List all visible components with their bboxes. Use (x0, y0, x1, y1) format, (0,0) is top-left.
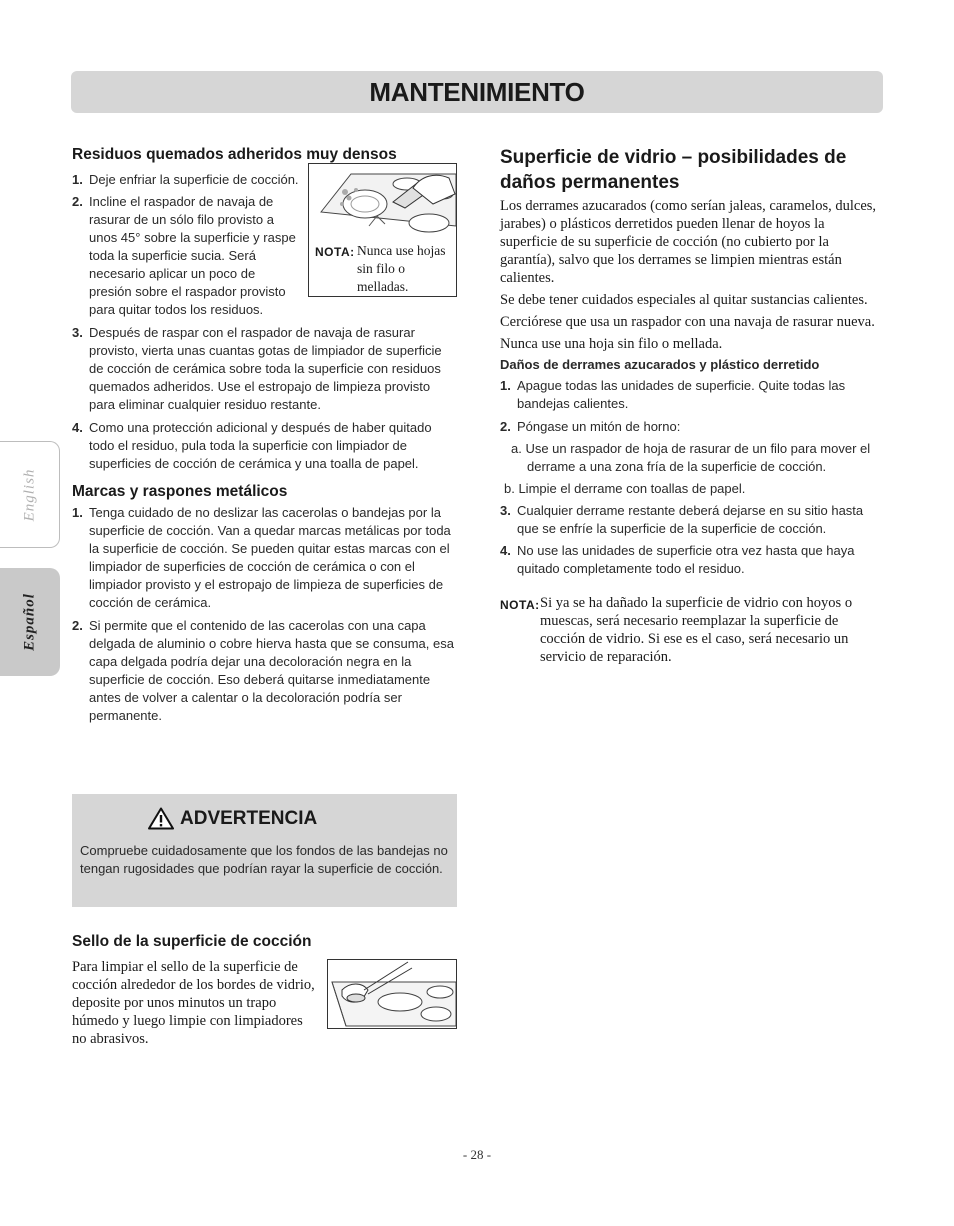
metal-steps (72, 504, 457, 725)
warning-title: ADVERTENCIA (180, 807, 318, 829)
tab-espanol-label: Español (21, 593, 38, 651)
step-number: 4. (500, 543, 511, 558)
sugar-spill-steps (500, 377, 885, 436)
tab-espanol[interactable] (0, 568, 60, 676)
metal-marks-heading: Marcas y raspones metálicos (72, 483, 288, 500)
glass-paragraph: Se debe tener cuidados especiales al quitar sustancias calientes. (500, 292, 868, 308)
sub-step-a: a. Use un raspador de hoja de rasurar de un filo para mover el derrame a una zona fría de la superficie de cocción. (511, 441, 871, 474)
note-label: NOTA: (500, 598, 540, 612)
list-item (72, 419, 457, 473)
seal-section (72, 932, 457, 1048)
glass-heading: Superficie de vidrio – posibilidades de daños permanentes (500, 147, 847, 193)
section-banner (71, 71, 883, 113)
burned-steps (72, 171, 457, 473)
glass-paragraph: Cerciórese que usa un raspador con una navaja de rasurar nueva. (500, 314, 875, 330)
list-item (500, 542, 885, 578)
step-text: Póngase un mitón de horno: (517, 419, 681, 434)
list-item (500, 377, 885, 413)
warning-text: Compruebe cuidadosamente que los fondos de las bandejas no tengan rugosidades que podrían rayar la superficie de cocción. (80, 843, 448, 876)
seal-text: Para limpiar el sello de la superficie de cocción alrededor de los bordes de vidrio, deposite por unos minutos un trapo húmedo y luego limpie con limpiadores no abrasivos. (72, 959, 315, 1047)
glass-note (500, 594, 885, 666)
list-item (72, 193, 457, 319)
list-item (72, 617, 457, 725)
sugar-spill-steps-cont (500, 502, 885, 578)
list-item (500, 502, 885, 538)
step-text: Después de raspar con el raspador de navaja de rasurar provisto, vierta unas cuantas gotas de limpiador de superficie de cocción de cerámica sobre toda la superficie con residuos quemados adheridos. Use el estropajo de limpieza provisto para eliminar cualquier residuo restante. (89, 325, 442, 412)
step-text: Como una protección adicional y después de haber quitado todo el residuo, pula toda la superficie con limpiador de superficies de cocción de cerámica y una toalla de papel. (89, 420, 432, 471)
burned-residue-heading: Residuos quemados adheridos muy densos (72, 146, 397, 163)
step-number: 1. (72, 172, 83, 187)
step-number: 3. (72, 325, 83, 340)
page-number: - 28 - (462, 1147, 492, 1162)
step-text: Apague todas las unidades de superficie. Quite todas las bandejas calientes. (517, 378, 846, 411)
step-number: 1. (72, 505, 83, 520)
glass-paragraph: Nunca use una hoja sin filo o mellada. (500, 336, 723, 352)
step-number: 2. (72, 194, 83, 209)
list-item (500, 418, 885, 436)
warning-box (72, 794, 457, 907)
left-column (72, 145, 457, 725)
step-text: Cualquier derrame restante deberá dejarse en su sitio hasta que se enfríe la superficie de la superficie de cocción. (517, 503, 864, 536)
warning-triangle-icon (148, 807, 174, 830)
note-text: Si ya se ha dañado la superficie de vidrio con hoyos o muescas, será necesario reemplazar la superficie de cocción de vidrio. Si ese es el caso, será necesario un servicio de reparación. (540, 595, 853, 665)
step-number: 3. (500, 503, 511, 518)
tab-english-label: English (21, 468, 37, 521)
list-item (72, 504, 457, 612)
sub-step-b: b. Limpie el derrame con toallas de papel. (504, 481, 746, 496)
step-text: Tenga cuidado de no deslizar las cacerolas o bandejas por la superficie de cocción. Van a quedar marcas metálicas por toda la superficie de cocción. Se pueden quitar estas marcas con el limpiador de superficies de cocción de cerámica o con el limpiador provisto y el estropajo de limpieza de superficies de cocción de cerámica. (89, 505, 451, 610)
step-number: 2. (72, 618, 83, 633)
wiping-hand-drawing (328, 960, 456, 1028)
list-item (72, 171, 457, 189)
step-text: Incline el raspador de navaja de rasurar de un sólo filo provisto a unos 45° sobre la superficie y raspe toda la superficie sucia. Será necesario aplicar un poco de presión sobre el raspador provisto para quitar todos los residuos. (89, 194, 296, 317)
seal-heading: Sello de la superficie de cocción (72, 933, 312, 950)
sugar-spill-subheading: Daños de derrames azucarados y plástico derretido (500, 357, 820, 372)
tab-english[interactable] (0, 441, 60, 548)
list-item (72, 324, 457, 414)
note-text: Nunca use hojas sin filo o melladas. (357, 243, 446, 294)
step-number: 4. (72, 420, 83, 435)
step-number: 1. (500, 378, 511, 393)
glass-paragraph: Los derrames azucarados (como serían jaleas, caramelos, dulces, jarabes) o plásticos derretidos pueden llenar de hoyos la superficie de su superficie de cocción (no cubierto por la garantía), salvo que los derrames se limpien mientras están calientes. (500, 198, 877, 286)
step-text: Si permite que el contenido de las cacerolas con una capa delgada de aluminio o cobre hierva hasta que se consuma, esa capa delgada podría dejar una decoloración negra en la superficie de cocción. Eso deberá quitarse inmediatamente antes de volver a calentar o la decoloración podría ser permanente. (89, 618, 454, 723)
warning-header (80, 807, 449, 830)
right-column (500, 145, 885, 666)
note-label: NOTA: (315, 245, 355, 259)
step-text: Deje enfriar la superficie de cocción. (89, 172, 299, 187)
step-number: 2. (500, 419, 511, 434)
page-title: MANTENIMIENTO (369, 77, 585, 107)
seal-illustration (327, 959, 457, 1029)
step-text: No use las unidades de superficie otra vez hasta que haya quitado completamente todo el residuo. (517, 543, 855, 576)
